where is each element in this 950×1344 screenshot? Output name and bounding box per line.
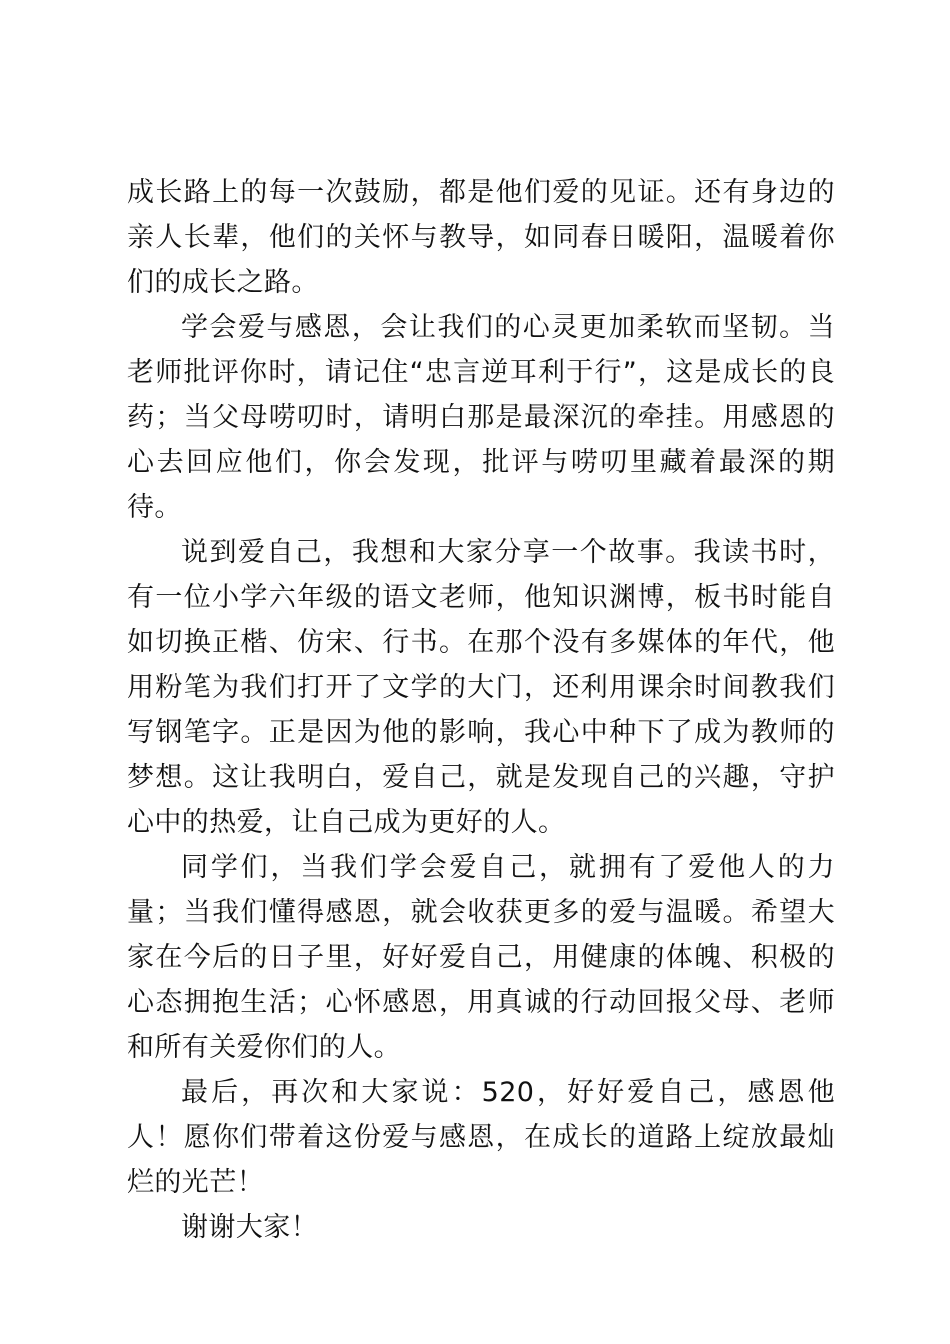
paragraph-hope: 同学们，当我们学会爱自己，就拥有了爱他人的力量；当我们懂得感恩，就会收获更多的爱与温暖。希望大家在今后的日子里，好好爱自己，用健康的体魄、积极的心态拥抱生活；心怀感恩，用真诚的行动回报父母、老师和所有关爱你们的人。 bbox=[127, 852, 835, 1063]
paragraph-gratitude: 学会爱与感恩，会让我们的心灵更加柔软而坚韧。当老师批评你时，请记住“忠言逆耳利于行”，这是成长的良药；当父母唠叨时，请明白那是最深沉的牵挂。用感恩的心去回应他们，你会发现，批评与唠叨里藏着最深的期待。 bbox=[127, 312, 835, 523]
paragraph-thanks: 谢谢大家！ bbox=[181, 1212, 318, 1243]
paragraph-story: 说到爱自己，我想和大家分享一个故事。我读书时，有一位小学六年级的语文老师，他知识渊博，板书时能自如切换正楷、仿宋、行书。在那个没有多媒体的年代，他用粉笔为我们打开了文学的大门，还利用课余时间教我们写钢笔字。正是因为他的影响，我心中种下了成为教师的梦想。这让我明白，爱自己，就是发现自己的兴趣，守护心中的热爱，让自己成为更好的人。 bbox=[127, 537, 835, 838]
paragraph-continuation: 成长路上的每一次鼓励，都是他们爱的见证。还有身边的亲人长辈，他们的关怀与教导，如同春日暖阳，温暖着你们的成长之路。 bbox=[127, 177, 835, 298]
document-body bbox=[127, 170, 835, 1250]
paragraph-closing: 最后，再次和大家说：520，好好爱自己，感恩他人！愿你们带着这份爱与感恩，在成长的道路上绽放最灿烂的光芒！ bbox=[127, 1077, 835, 1198]
